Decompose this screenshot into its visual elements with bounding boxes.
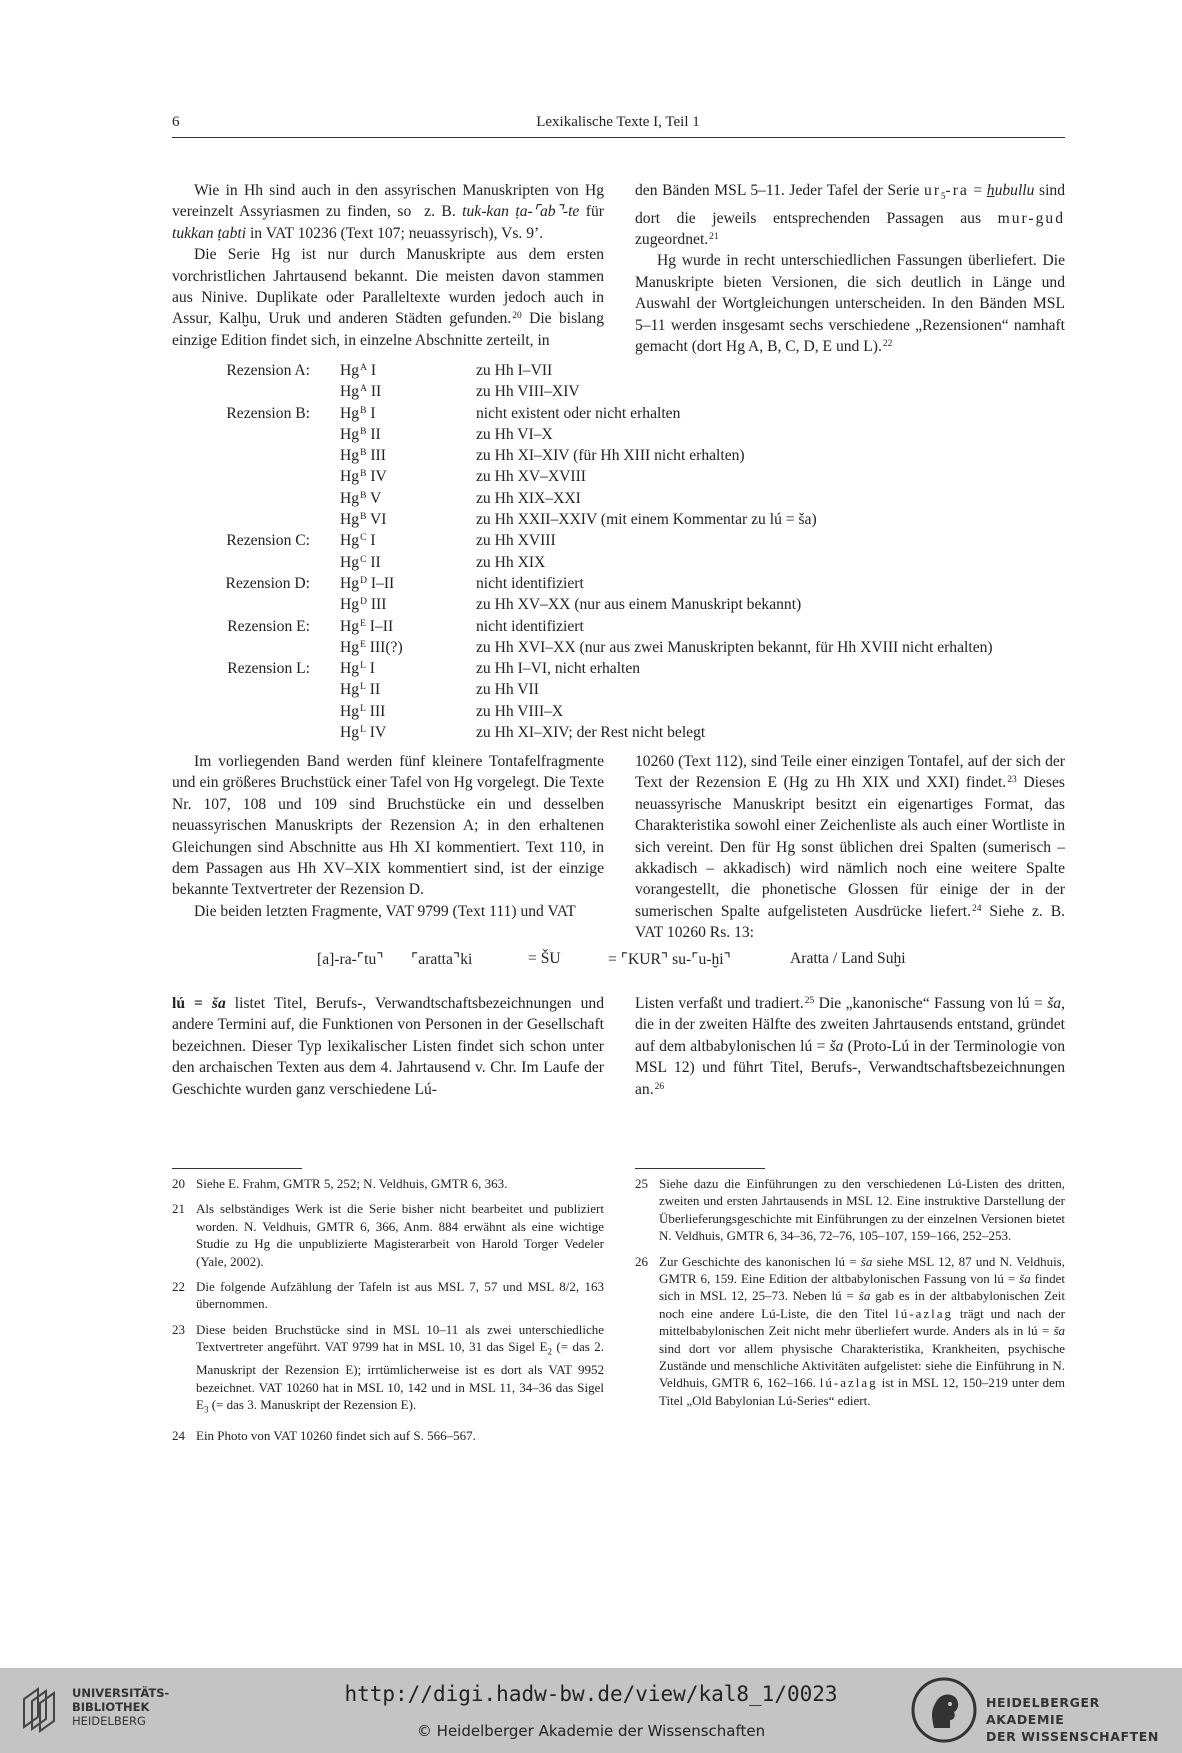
running-title: Lexikalische Texte I, Teil 1 xyxy=(536,114,700,130)
footnote-rule xyxy=(172,1168,302,1169)
list-item: $Hg^B$ VI zu Hh XXII–XXIV (mit einem Kommentar zu lú = ša) xyxy=(340,511,817,529)
middle-right-column xyxy=(635,751,1065,944)
list-item: Rezension D: $Hg^D$ I–II nicht identifiziert xyxy=(225,574,584,592)
paragraph: Im vorliegenden Band werden fünf kleinere Tontafelfragmente und ein größeres Bruchstück einer Tafel von Hg vorgelegt. Die Texte Nr. 107, 108 und 109 sind Bruchstücke ein und desselben neuassyrischen Manuskripts der Rezension A; in den erhaltenen Gleichungen sind Abschnitte aus Hh XI kommentiert. Text 110, in dem Passagen aus Hh XV–XIX kommentiert sind, ist der einzige bekannte Textvertreter der Rezension D. xyxy=(172,753,604,899)
list-item: $Hg^B$ II zu Hh VI–X xyxy=(340,425,553,443)
source-url[interactable]: http://digi.hadw-bw.de/view/kal8_1/0023 xyxy=(344,1682,838,1706)
footnote: 23 Diese beiden Bruchstücke sind in MSL 10–11 als zwei unterschiedliche Textvertreter angeführt. VAT 9799 hat in MSL 10, 31 das Sigel $E_2$ (= das 2. Manuskript der Rezension E); irrtümlicherweise ist es dort als VAT 9952 bezeichnet. VAT 10260 hat in MSL 10, 142 und in MSL 11, 34–36 das Sigel $E_3$ (= das 3. Manuskript der Rezension E). xyxy=(172,1321,604,1415)
paragraph: lú = ša listet Titel, Berufs-, Verwandtschaftsbezeichnungen und andere Termini auf, die Funktionen von Personen in der Gesellschaft bezeichnen. Dieser Typ lexikalischer Listen findet sich schon unter den archaischen Texten aus dem 4. Jahrtausend v. Chr. Im Laufe der Geschichte wurden ganz verschiedene Lú- xyxy=(172,995,604,1098)
intro-right-column xyxy=(635,180,1065,357)
list-item: Rezension L: $Hg^L$ I zu Hh I–VI, nicht erhalten xyxy=(227,660,641,678)
footnote: 22 Die folgende Aufzählung der Tafeln ist aus MSL 7, 57 und MSL 8/2, 163 übernommen. xyxy=(172,1279,604,1312)
footnotes-right xyxy=(635,1175,1065,1417)
list-item: $Hg^B$ V zu Hh XIX–XXI xyxy=(340,489,581,507)
list-item: $Hg^B$ IV zu Hh XV–XVIII xyxy=(340,468,586,486)
copyright-notice: © Heidelberger Akademie der Wissenschaften xyxy=(416,1722,766,1740)
list-item: $Hg^D$ III zu Hh XV–XX (nur aus einem Manuskript bekannt) xyxy=(340,596,802,614)
equation-translation: Aratta / Land Suḫi xyxy=(790,950,906,967)
equation-akkadian: = ⌜KUR⌝ su-⌜u-ḫi⌝ xyxy=(608,951,731,968)
list-item: $Hg^C$ II zu Hh XIX xyxy=(340,553,546,571)
paragraph: Hg wurde in recht unterschiedlichen Fassungen überliefert. Die Manuskripte bieten Versionen, die sich deutlich in Länge und Auswahl der Wortgleichungen unterscheiden. In den Bänden MSL 5–11 werden insgesamt sechs verschiedene „Rezensionen“ namhaft gemacht (dort Hg A, B, C, D, E und L).$^{22}$ xyxy=(635,252,1065,355)
paragraph: Listen verfaßt und tradiert.$^{25}$ Die „kanonische“ Fassung von lú = ša, die in der zweiten Hälfte des zweiten Jahrtausends entstand, gründet auf dem altbabylonischen lú = ša (Proto-Lú in der Terminologie von MSL 12) und führt Titel, Berufs-, Verwandtschaftsbezeichnungen an.$^{26}$ xyxy=(635,995,1066,1098)
list-item: Rezension C: $Hg^C$ I zu Hh XVIII xyxy=(226,532,556,550)
footnotes-left xyxy=(172,1175,604,1452)
list-item: $Hg^L$ II zu Hh VII xyxy=(340,681,539,699)
academy-seal-icon xyxy=(910,1676,978,1744)
list-item: $Hg^L$ IV zu Hh XI–XIV; der Rest nicht belegt xyxy=(340,724,706,742)
intro-left-column xyxy=(172,180,604,351)
header-rule xyxy=(172,137,1065,138)
middle-left-column xyxy=(172,751,604,922)
list-item: $Hg^A$ II zu Hh VIII–XIV xyxy=(340,383,580,401)
lexical-equation xyxy=(0,950,1182,972)
footnote: 24 Ein Photo von VAT 10260 findet sich auf S. 566–567. xyxy=(172,1428,476,1444)
lower-left-column xyxy=(172,993,604,1100)
footnote: 25 Siehe dazu die Einführungen zu den verschiedenen Lú-Listen des dritten, zweiten und ersten Jahrtausends in MSL 12. Eine instruktive Darstellung der Überlieferungsgeschichte mit Einführungen zu der einzelnen Versionen bietet N. Veldhuis, GMTR 6, 34–36, 72–76, 105–107, 159–166, 252–253. xyxy=(635,1176,1065,1244)
paragraph: Wie in Hh sind auch in den assyrischen Manuskripten von Hg vereinzelt Assyriasmen zu finden, so z. B. tuk-kan ṭa-⌜ab⌝-te für tukkan ṭabti in VAT 10236 (Text 107; neuassyrisch), Vs. 9’. xyxy=(172,182,604,242)
list-item: Rezension E: $Hg^E$ I–II nicht identifiziert xyxy=(227,617,584,635)
footnote-rule xyxy=(635,1168,765,1169)
footnote: 26 Zur Geschichte des kanonischen lú = ša siehe MSL 12, 87 und N. Veldhuis, GMTR 6, 159. Eine Edition der altbabylonischen Fassung von lú = ša findet sich in MSL 12, 25–73. Neben lú = ša gab es in der altbabylonischen Zeit noch eine andere Lú-Liste, die den Titel lú-azlag trägt und nach der mittelbabylonischen Zeit nicht mehr überliefert wurde. Anders als in lú = ša sind dort vor allem physische Charakteristika, Krankheiten, psychische Zustände und menschliche Aktivitäten aufgelistet: siehe die Einführung in N. Veldhuis, GMTR 6, 162–166. lú-azlag ist in MSL 12, 150–219 unter dem Titel „Old Babylonian Lú-Series“ ediert. xyxy=(635,1253,1066,1408)
sumerian-word: ⌜aratta⌝ki xyxy=(411,951,473,968)
sumerian-gloss: [a]-ra-⌜tu⌝ xyxy=(317,951,384,968)
library-name: UNIVERSITÄTS- BIBLIOTHEK HEIDELBERG xyxy=(72,1686,170,1728)
list-item: Rezension B: $Hg^B$ I nicht existent oder nicht erhalten xyxy=(226,404,681,422)
recension-list xyxy=(0,360,1100,743)
list-item: Rezension A: $Hg^A$ I zu Hh I–VII xyxy=(226,362,553,379)
footnote: 21 Als selbständiges Werk ist die Serie bisher nicht bearbeitet und publiziert worden. N. Veldhuis, GMTR 6, 366, Anm. 884 erwähnt als eine wichtige Studie zu Hg die unpublizierte Magisterarbeit von Harold Torger Vedeler (Yale, 2002). xyxy=(172,1201,604,1269)
equation-su: = ŠU xyxy=(528,950,561,967)
paragraph: 10260 (Text 112), sind Teile einer einzigen Tontafel, auf der sich der Text der Rezension E (Hg zu Hh XIX und XXI) findet.$^{23}$ Dieses neuassyrische Manuskript besitzt ein eigenartiges Format, das Charakteristika sowohl einer Zeichenliste als auch einer Wortliste in sich vereint. Den für Hg sonst üblichen drei Spalten (sumerisch – akkadisch – akkadisch) wird nämlich noch eine weitere Spalte vorangestellt, die phonetische Glossen für einige der in der sumerischen Spalte aufgelisteten Ausdrücke liefert.$^{24}$ Siehe z. B. VAT 10260 Rs. 13: xyxy=(635,753,1066,942)
footnote: 20 Siehe E. Frahm, GMTR 5, 252; N. Veldhuis, GMTR 6, 363. xyxy=(172,1176,508,1191)
lower-right-column xyxy=(635,993,1065,1100)
paragraph: Die Serie Hg ist nur durch Manuskripte aus dem ersten vorchristlichen Jahrtausend bekannt. Die meisten davon stammen aus Ninive. Duplikate oder Paralleltexte wurden jedoch auch in Assur, Kalḫu, Uruk und anderen Städten gefunden.$^{20}$ Die bislang einzige Edition findet sich, in einzelne Abschnitte zerteilt, in xyxy=(172,246,604,349)
list-item: $Hg^B$ III zu Hh XI–XIV (für Hh XIII nicht erhalten) xyxy=(340,447,745,465)
academy-name: HEIDELBERGER AKADEMIE DER WISSENSCHAFTEN xyxy=(986,1695,1159,1744)
paragraph: den Bänden MSL 5–11. Jeder Tafel der Serie $ur_5-ra$ = hubullu sind dort die jeweils entsprechenden Passagen aus mur-gud zugeordnet.$^{21}$ xyxy=(635,182,1065,248)
digitization-footer xyxy=(0,1668,1182,1753)
paragraph: Die beiden letzten Fragmente, VAT 9799 (Text 111) und VAT xyxy=(194,902,576,920)
page-number: 6 xyxy=(172,114,180,130)
list-item: $Hg^L$ III zu Hh VIII–X xyxy=(340,702,564,720)
list-item: $Hg^E$ III(?) zu Hh XVI–XX (nur aus zwei Manuskripten bekannt, für Hh XVIII nicht erhalten) xyxy=(340,638,993,656)
